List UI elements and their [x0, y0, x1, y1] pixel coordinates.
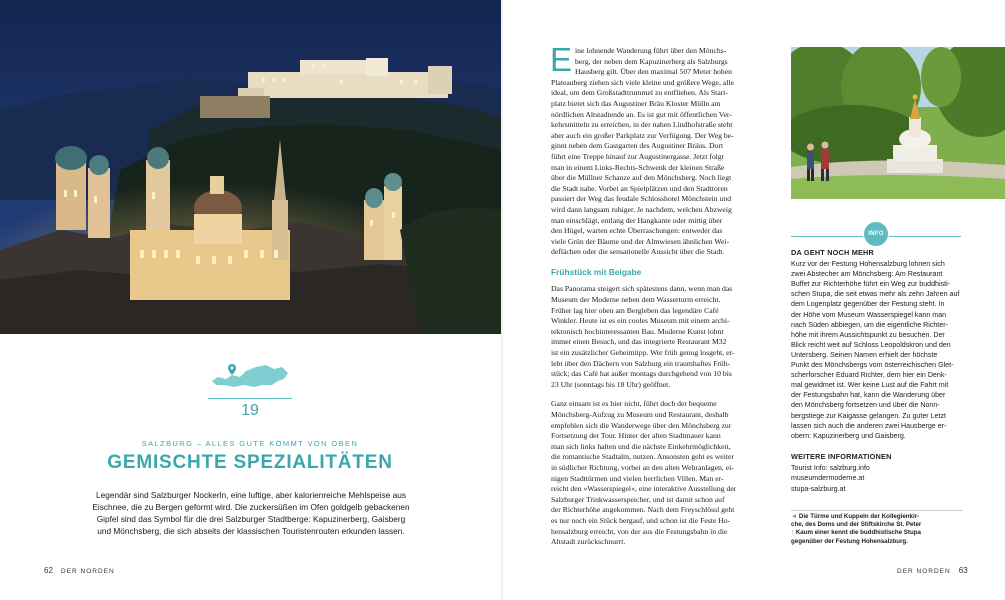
info-line: Untersberg. Seinen Namen erhielt der höchste [791, 350, 938, 359]
info-line: Kurz vor der Festung Hohensalzburg lohnen sich [791, 260, 945, 269]
body-line: berg, der neben dem Kapuzinerberg als Salzburgs [575, 56, 728, 66]
info-links [791, 463, 963, 494]
body-line: man in einem Links-Rechts-Schwenk der kleinen Straße [551, 162, 725, 172]
body-line: lebt über den Dächern von Salzburg ein traumhaftes Früh- [551, 358, 731, 368]
body-line: aber auch ein großer Parkplatz zur Verfügung. Der Weg be- [551, 130, 734, 140]
austria-map-pin-icon [210, 355, 290, 395]
paragraph-1-lines [550, 41, 773, 258]
body-line: 23 Uhr (sonntags bis 18 Uhr) geöffnet. [551, 379, 671, 389]
body-line: ginnt neben dem Gastgarten des Augustiner Bräus. Dort [551, 141, 724, 151]
body-line: man sich links halten und die nächste Einkehrmöglichkeit, [551, 441, 731, 451]
body-line: Das Panorama steigert sich spätestens dann, wenn man das [551, 284, 733, 294]
body-line: Winkler. Heute ist es ein cooles Museum mit einem archi- [551, 316, 730, 326]
body-line: den Hügel, warten echte Überraschungen: entweder das [551, 226, 723, 236]
page-number: 63 [958, 566, 968, 575]
body-line: immer einen Besuch, und das integrierte Restaurant M32 [551, 337, 727, 347]
left-page [0, 0, 502, 600]
body-line: deflächen oder die sensationelle Aussicht über die Stadt. [551, 247, 725, 257]
info-line: Punkt des Mönchsbergs vom österreichischen Glet- [791, 361, 954, 370]
intro-text [74, 489, 428, 537]
kicker: SALZBURG – ALLES GUTE KOMMT VON OBEN [141, 439, 359, 448]
body-line: in südlicher Richtung, vorbei an den alten Wehranlagen, ei- [551, 462, 734, 472]
caption-line: Kaum einer kennt die buddhistische Stupa [795, 529, 921, 537]
paragraph-1 [550, 41, 773, 258]
info-line: der Höhe vom Museum Wasserspiegel kann man [791, 310, 947, 319]
folio-right [897, 566, 968, 575]
body-line: Altstadt zurückschnurrt. [551, 537, 626, 547]
body-line: ine lohnende Wanderung führt über den Mönchs- [575, 46, 727, 55]
intro-line: Eischnee, die zu Bergen geformt wird. Die zuckersüßen im Ofen goldgelb gebackenen [92, 502, 410, 512]
info-line: dem Logenplatz gegenüber der Festung steht. In [791, 300, 945, 309]
right-page [503, 0, 1005, 600]
section-name: DER NORDEN [61, 568, 115, 575]
body-line: die romantische Stadtalm, nutzen. Ansonsten geht es weiter [551, 452, 734, 462]
info-line: den Mönchsberg fortsetzen und über die Nonn- [791, 401, 940, 410]
info-heading-more: DA GEHT NOCH MEHR [791, 248, 874, 257]
dropcap: E [550, 41, 573, 78]
info-line: nach Süden abbiegen, um die eigentliche Richter- [791, 320, 948, 329]
intro-line: und Mönchsberg, die sich abseits der klassischen Touristenrouten erkunden lassen. [97, 526, 405, 536]
body-line: Plateauberg ziehen sich viele kleine und größere Wege, alle [551, 77, 734, 87]
info-text [791, 259, 963, 441]
body-line: ideal, um dem Großstadttrummel zu entfliehen. Als Start- [551, 88, 728, 98]
page-number: 62 [44, 566, 53, 575]
body-line: Salzburger Trinkwasserspeicher, und ist damit schon auf [551, 494, 725, 504]
body-line: Mönchsberg-Aufzug zu Museum und Restaurant, deshalb [551, 410, 729, 419]
body-line: über die Müllner Schanze auf den Mönchsberg. Noch liegt [551, 173, 732, 183]
body-line: kehrsmitteln zu erreichen, in der nahen Lindhofstraße steht [551, 120, 733, 130]
body-line: Museum der Moderne neben dem Wasserturm erreicht. [551, 295, 721, 305]
body-line: es nur noch ein Stück bergauf, und schon ist die Feste Ho- [551, 515, 731, 525]
body-line: hensalzburg erreicht, von der aus die Festungsbahn in die [551, 526, 728, 536]
caption-rule [791, 510, 963, 511]
salzburg-night-photo [0, 0, 502, 334]
intro-line: Gipfel sind das Symbol für die drei Salzburger Stadtberge: Kapuzinerberg, Gaisberg [96, 514, 406, 524]
caption-line: che, des Doms und der Stiftskirche St. Peter [791, 521, 922, 529]
caption-1 [791, 513, 963, 521]
body-line: passiert der Weg das feudale Schlosshotel Mönchstein und [551, 194, 732, 204]
body-line: tektonisch hochinteressanten Bau. Moderne Kunst lohnt [551, 326, 724, 336]
info-line: lassen sich auch die anderen zwei Hausberge er- [791, 421, 947, 430]
info-box [791, 248, 963, 494]
info-link[interactable]: stupa-salzburg.at [791, 484, 846, 493]
chapter-number: 19 [241, 402, 259, 419]
info-heading-links: WEITERE INFORMATIONEN [791, 451, 892, 461]
section-name: DER NORDEN [897, 568, 951, 575]
body-line: Fortsetzung der Tour. Hinter der alten Stadtmauer kann [551, 431, 721, 441]
body-line: führt eine Treppe hinauf zur Augustinergasse. Jetzt folgt [551, 151, 724, 161]
info-line: mal gewidmet ist. Wer keine Lust auf die Fahrt mit [791, 381, 949, 390]
info-line: bergstiege zur Kaigasse gelangen. Zu guter Letzt [791, 411, 946, 420]
info-rule-right [889, 236, 961, 237]
body-line: stück; das Café hat außer montags durchgehend von 10 bis [551, 369, 732, 379]
body-line: wird dann langsam ruhiger. Je nachdem, welchen Abzweig [551, 204, 732, 214]
info-link[interactable]: museumdermoderne.at [791, 474, 865, 483]
body-line: nördlichen Altstadtende an. Es ist gut mit öffentlichen Ver- [551, 109, 732, 119]
paragraph-3 [551, 399, 773, 547]
intro-line: Legendär sind Salzburger Nockerln, eine luftige, aber kalorienreiche Mehlspeise aus [96, 490, 406, 500]
caption-2 [791, 529, 963, 537]
info-line: Buffet zur Richterhöhe führt ein Weg zur buddhisti- [791, 280, 951, 289]
stupa-photo [791, 47, 1005, 199]
folio-left [44, 566, 115, 575]
body-line: viele Grün der Bäume und der Almwiesen ähnlichen Wei- [551, 236, 730, 246]
caption-line: Die Türme und Kuppeln der Kollegienkir- [798, 513, 920, 520]
info-line: Blick reicht weit auf Schloss Leopoldskron und den [791, 340, 951, 349]
body-line: die Stadt nahe. Vorbei an Spielplätzen und den Stadttoren [551, 183, 728, 193]
body-line: Früher lag hier oben am Bergleben das legendäre Café [551, 305, 719, 315]
body-line: Hausberg gilt. Über den maximal 507 Meter hohen [575, 67, 733, 77]
body-line: reicht den »Wasserspiegel«, eine interaktive Ausstellung der [551, 484, 737, 494]
info-link[interactable]: Tourist Info: salzburg.info [791, 463, 870, 472]
subheading: Frühstück mit Beigabe [551, 266, 642, 277]
body-line: der Richterhöhe angekommen. Nach dem Freyschlössl geht [551, 505, 735, 515]
photo-captions [791, 513, 963, 546]
info-line: obern: Kapuzinerberg und Gaisberg. [791, 431, 906, 440]
number-rule [208, 398, 292, 399]
info-line: zwei Abstecher am Mönchsberg: Am Restaurant [791, 270, 943, 279]
info-line: der Festungsbahn hat, kann die Wanderung über [791, 391, 946, 400]
body-line: empfehlen sich die Wanderwege über den Mönchsberg zur [551, 420, 732, 430]
main-article [550, 41, 773, 548]
body-line: Ganz einsam ist es hier nicht, führt doch der bequeme [551, 399, 717, 409]
paragraph-2 [551, 284, 773, 390]
body-line: platz bietet sich das Augustiner Bräu Kloster Mülln am [551, 98, 721, 108]
info-line: schen Stupa, die seit etwas mehr als zehn Jahren auf [791, 290, 960, 299]
info-line: höhe mit ihrem Aussichtspunkt zu besuchen. Der [791, 330, 945, 339]
body-line: man einschlägt, entlang der Hangkante oder mittig über [551, 215, 723, 225]
headline: GEMISCHTE SPEZIALITÄTEN [107, 452, 393, 473]
up-arrow-icon: ↑ [791, 529, 795, 537]
info-line: scherforscher Eduard Richter, dem hier ein Denk- [791, 371, 947, 380]
left-arrow-icon: ◄ [791, 513, 798, 520]
info-badge: INFO [864, 222, 888, 246]
caption-line: gegenüber der Festung Hohensalzburg. [791, 537, 908, 545]
body-line: ist ein zusätzlicher Geheimtipp. Wer früh genug losgeht, er- [551, 348, 735, 358]
body-line: nigen Stadttürmen und vielen herrlichen Villen. Man er- [551, 473, 724, 483]
info-rule-left [791, 236, 863, 237]
